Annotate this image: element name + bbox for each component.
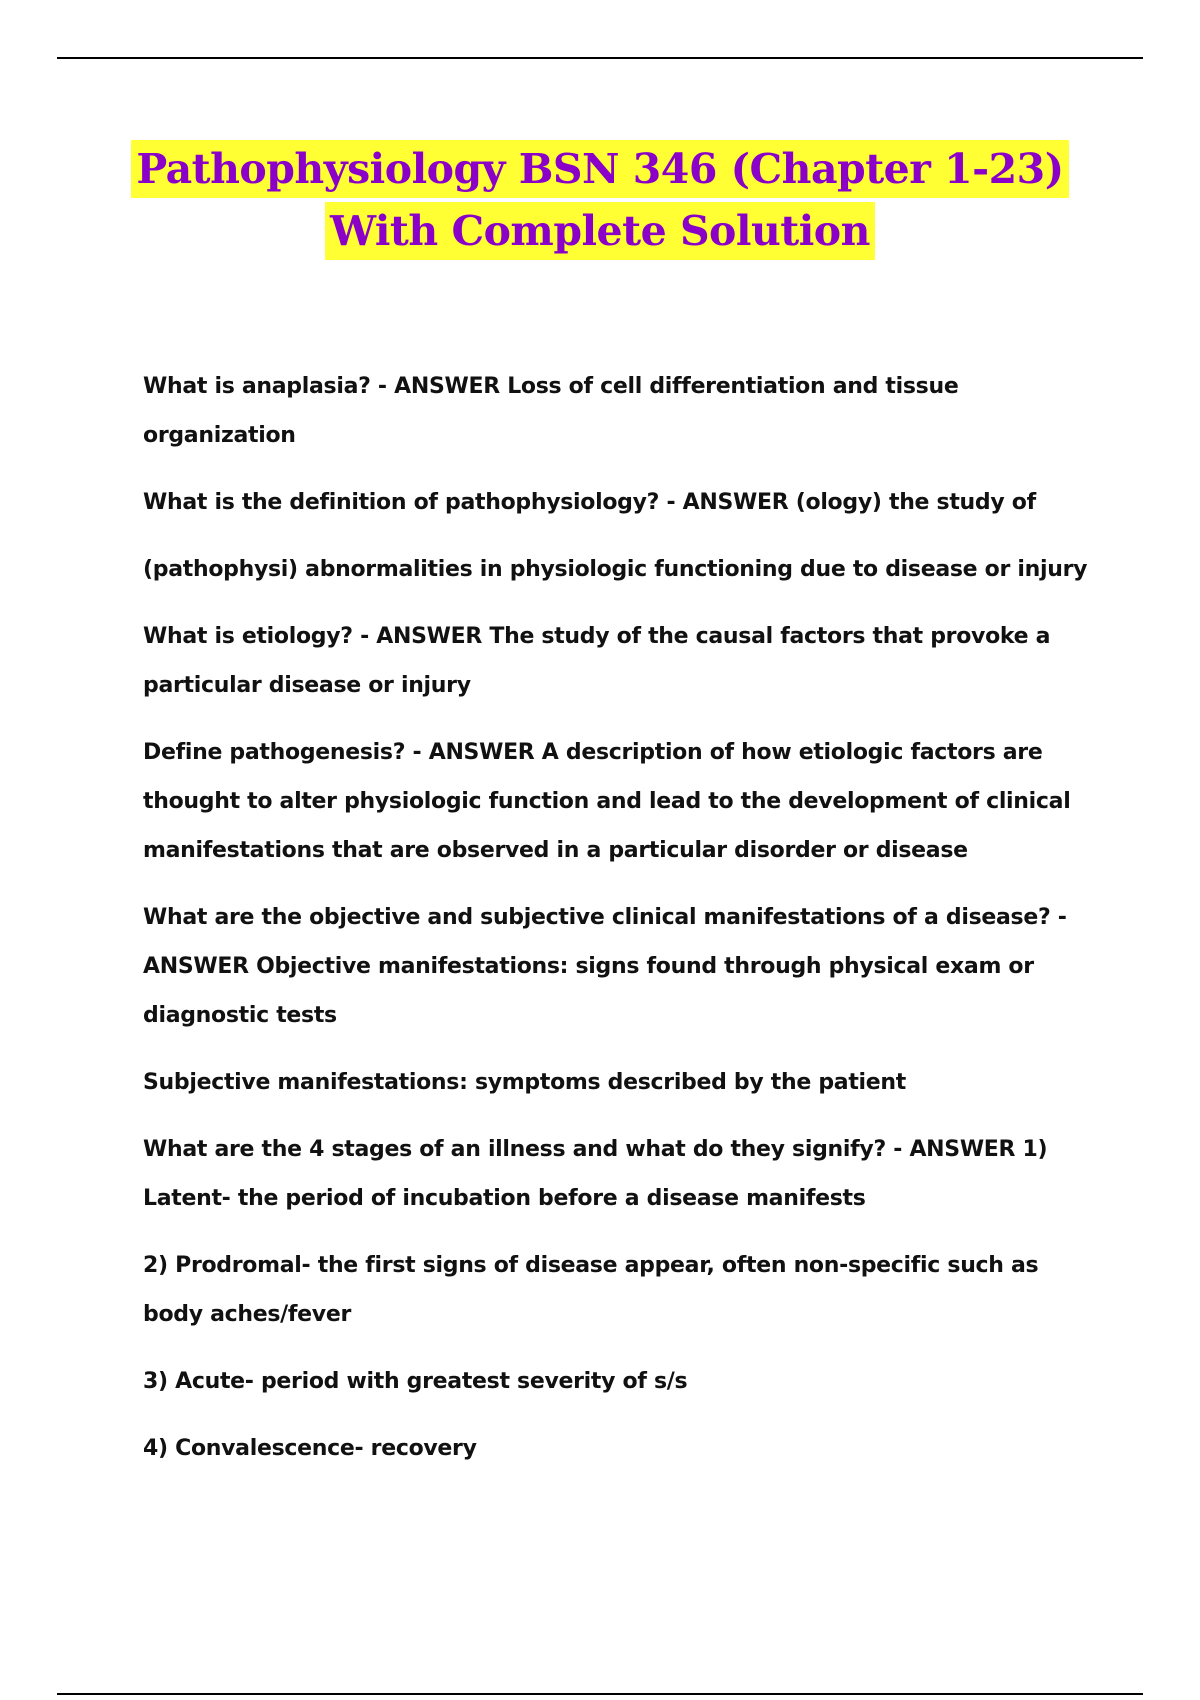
qa-paragraph-prodromal: 2) Prodromal- the first signs of disease appear, often non-specific such as body aches/fever	[143, 1253, 1039, 1327]
qa-paragraph-pathophysiology-continued: (pathophysi) abnormalities in physiologic functioning due to disease or injury	[143, 557, 1088, 582]
qa-paragraph-convalescence: 4) Convalescence- recovery	[143, 1436, 477, 1461]
qa-paragraph-anaplasia: What is anaplasia? - ANSWER Loss of cell differentiation and tissue organization	[143, 374, 959, 448]
qa-paragraph-pathogenesis: Define pathogenesis? - ANSWER A description of how etiologic factors are thought to alter physiologic function and lead to the development of clinical manifestations that are observed in a particular disorder or disease	[143, 740, 1071, 863]
qa-paragraph-etiology: What is etiology? - ANSWER The study of the causal factors that provoke a particular disease or injury	[143, 624, 1051, 698]
title-line-1: Pathophysiology BSN 346 (Chapter 1-23)	[131, 140, 1068, 198]
document-title	[0, 140, 1200, 264]
qa-paragraph-illness-stages: What are the 4 stages of an illness and what do they signify? - ANSWER 1) Latent- the period of incubation before a disease manifests	[143, 1137, 1048, 1211]
qa-paragraph-acute: 3) Acute- period with greatest severity of s/s	[143, 1369, 688, 1394]
qa-content	[143, 362, 1103, 1491]
top-rule	[57, 57, 1143, 59]
qa-paragraph-pathophysiology-definition: What is the definition of pathophysiology? - ANSWER (ology) the study of	[143, 490, 1036, 515]
qa-paragraph-subjective-manifestations: Subjective manifestations: symptoms described by the patient	[143, 1070, 906, 1095]
title-line-2: With Complete Solution	[325, 202, 875, 260]
qa-paragraph-manifestations: What are the objective and subjective clinical manifestations of a disease? - ANSWER Objective manifestations: signs found through physical exam or diagnostic tests	[143, 905, 1067, 1028]
bottom-rule	[57, 1693, 1143, 1695]
